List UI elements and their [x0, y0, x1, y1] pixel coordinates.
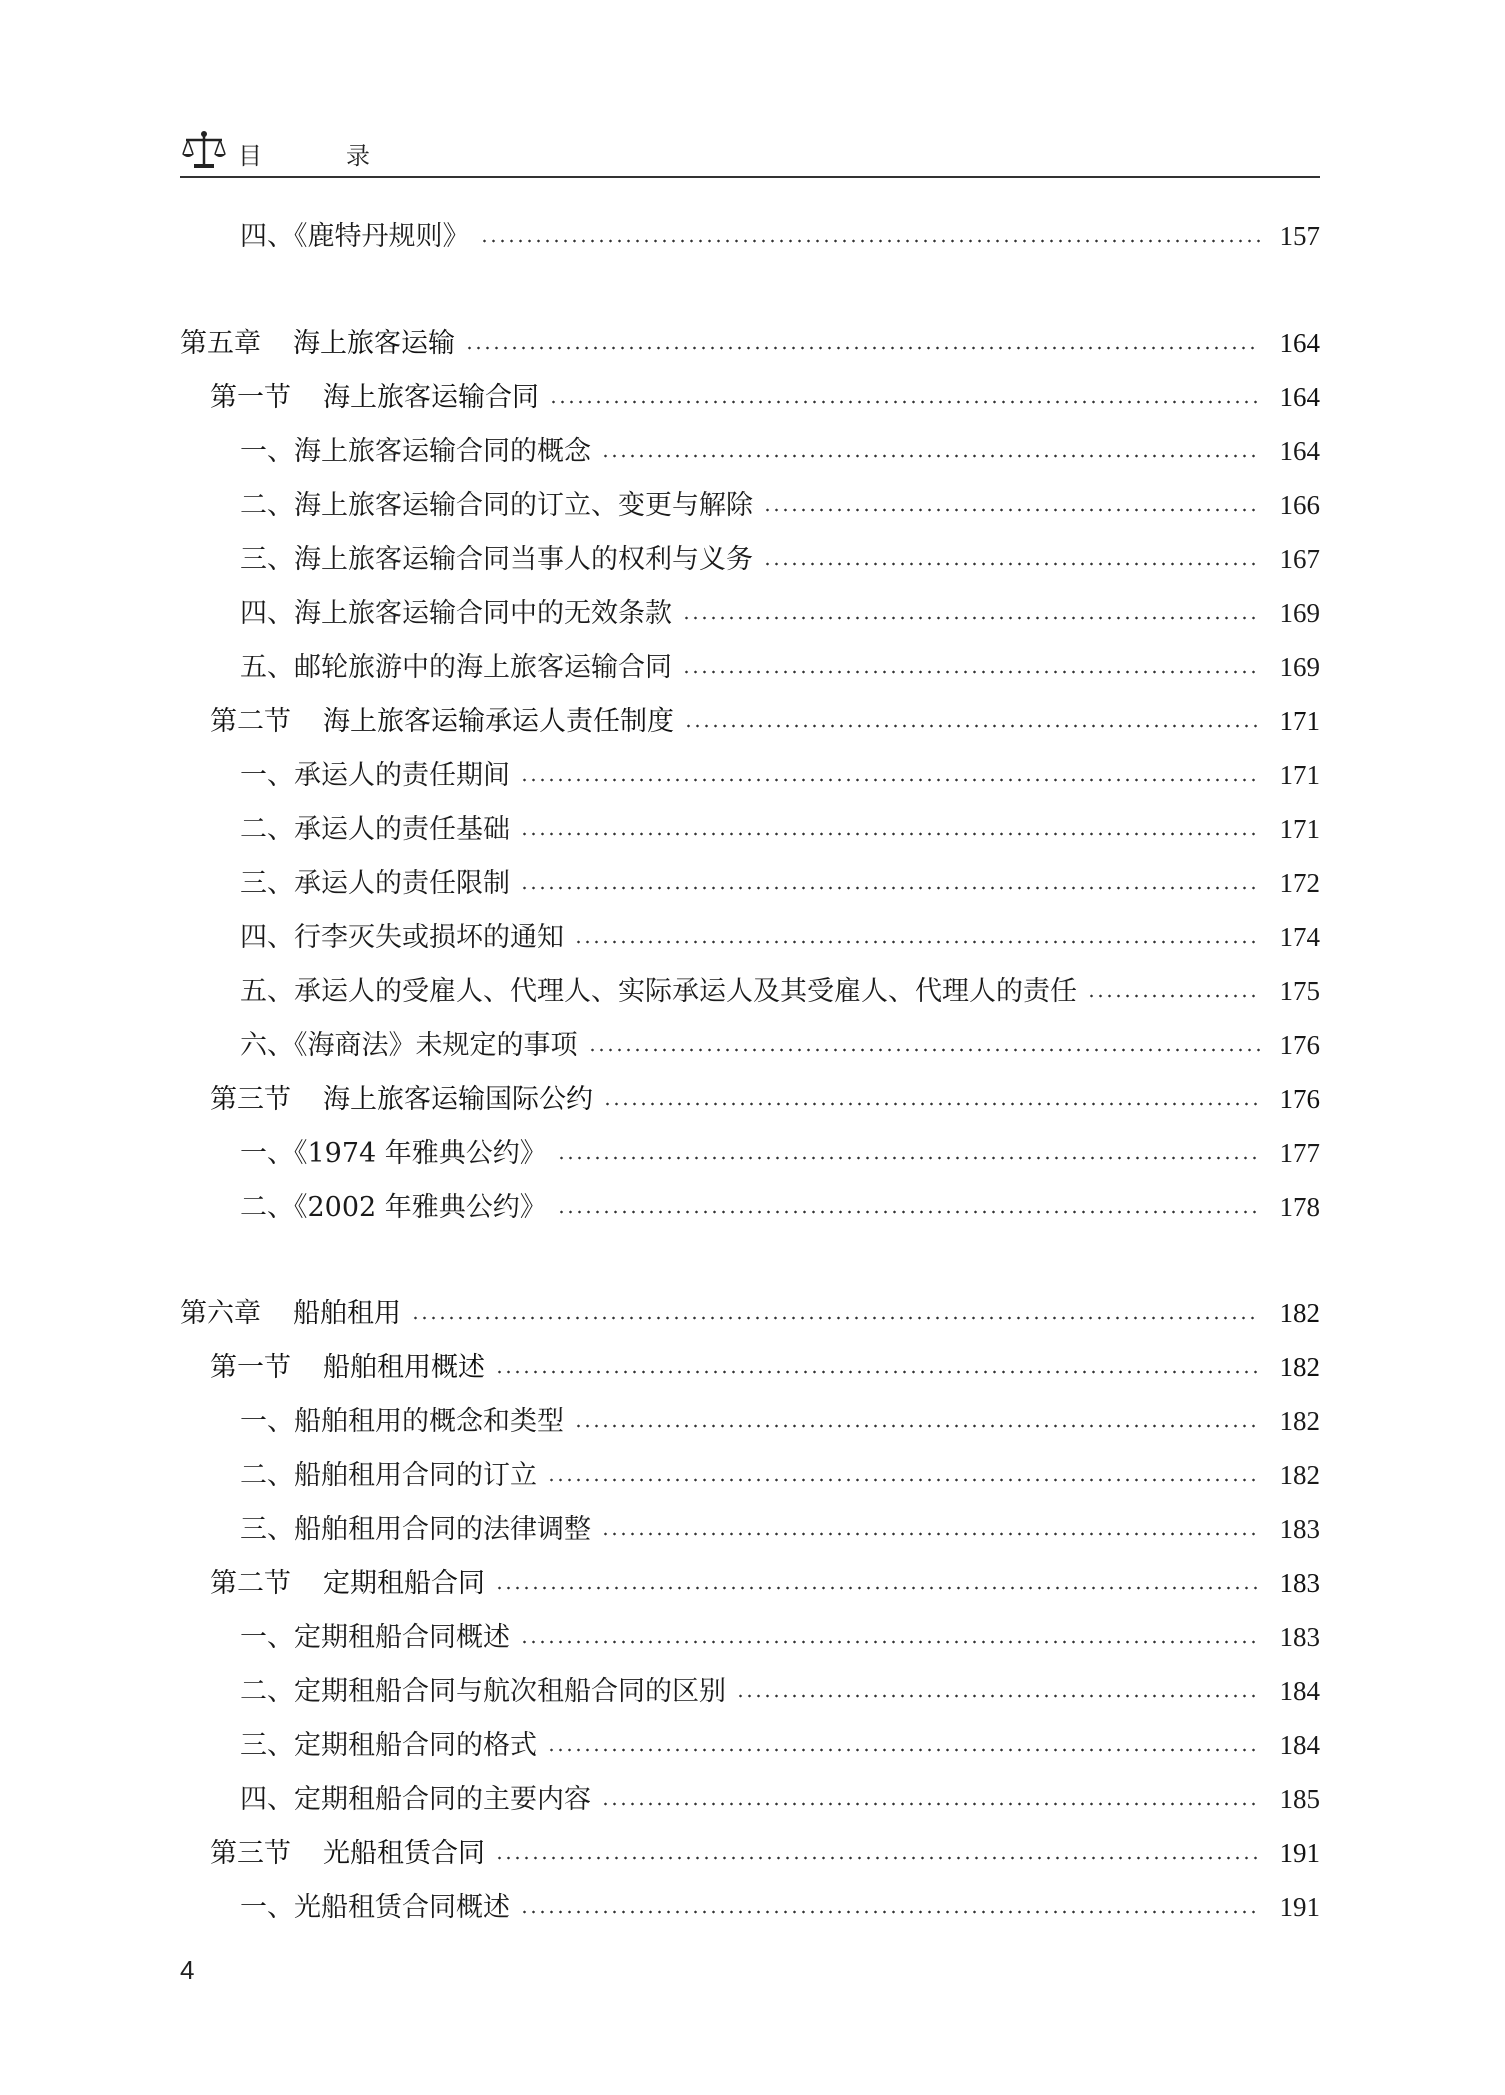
dot-leader — [557, 1210, 1260, 1214]
toc-page-number: 175 — [1279, 976, 1320, 1006]
toc-page-number: 167 — [1279, 544, 1320, 574]
toc-entry-label: 一、承运人的责任期间 — [240, 760, 510, 791]
toc-item-row[interactable] — [240, 1453, 1320, 1497]
toc-entry-label: 第二节 — [210, 706, 291, 737]
dot-leader — [520, 778, 1260, 782]
dot-leader — [1087, 994, 1260, 998]
toc-entry-title — [240, 1670, 726, 1714]
toc-entry-label: 三、海上旅客运输合同当事人的权利与义务 — [240, 544, 753, 575]
toc-entry-label: 第一节 — [210, 382, 291, 413]
toc-item-row[interactable] — [240, 591, 1320, 635]
toc-entry-heading: 海上旅客运输国际公约 — [323, 1084, 593, 1115]
toc-entry-label: 一、船舶租用的概念和类型 — [240, 1406, 564, 1437]
dot-leader — [495, 1856, 1260, 1860]
toc-entry-title — [240, 215, 470, 259]
toc-page-number: 166 — [1279, 490, 1320, 520]
toc-entry-label: 第三节 — [210, 1838, 291, 1869]
toc-entry-title — [210, 1562, 485, 1606]
toc-entry-heading: 海上旅客运输合同 — [323, 382, 539, 413]
toc-entry-label: 三、船舶租用合同的法律调整 — [240, 1514, 591, 1545]
dot-leader — [465, 346, 1260, 350]
toc-section-row[interactable] — [210, 1831, 1320, 1875]
toc-entry-title — [240, 808, 510, 852]
toc-section-row[interactable] — [210, 1345, 1320, 1389]
toc-entry-title — [240, 916, 564, 960]
dot-leader — [601, 1532, 1260, 1536]
toc-entry-heading: 船舶租用概述 — [323, 1352, 485, 1383]
dot-leader — [763, 562, 1260, 566]
toc-entry-heading: 海上旅客运输 — [293, 328, 455, 359]
toc-entry-label: 四、行李灭失或损坏的通知 — [240, 922, 564, 953]
toc-page-number: 182 — [1279, 1460, 1320, 1490]
dot-leader — [601, 1802, 1260, 1806]
dot-leader — [495, 1370, 1260, 1374]
toc-page-number: 171 — [1279, 706, 1320, 736]
dot-leader — [549, 400, 1260, 404]
dot-leader — [682, 670, 1260, 674]
toc-item-row[interactable] — [240, 1615, 1320, 1659]
toc-item-row[interactable] — [240, 969, 1320, 1013]
toc-page-number: 178 — [1279, 1192, 1320, 1222]
toc-entry-title — [240, 1400, 564, 1444]
toc-page-number: 185 — [1279, 1784, 1320, 1814]
toc-page-number: 183 — [1279, 1622, 1320, 1652]
toc-entry-label: 第六章 — [180, 1298, 261, 1329]
toc-page-number: 191 — [1279, 1892, 1320, 1922]
toc-item-row[interactable] — [240, 915, 1320, 959]
dot-leader — [547, 1748, 1260, 1752]
toc-chapter-row[interactable] — [180, 1291, 1320, 1335]
toc-entry-label: 第二节 — [210, 1568, 291, 1599]
toc-section-row[interactable] — [210, 1077, 1320, 1121]
toc-item-row[interactable] — [240, 429, 1320, 473]
toc-item-row[interactable] — [240, 1507, 1320, 1551]
dot-leader — [603, 1102, 1260, 1106]
toc-entry-title — [240, 1886, 510, 1930]
dot-leader — [682, 616, 1260, 620]
toc-entry-label: 第五章 — [180, 328, 261, 359]
toc-page-number: 182 — [1279, 1406, 1320, 1436]
dot-leader — [411, 1316, 1260, 1320]
toc-item-row[interactable] — [240, 645, 1320, 689]
dot-leader — [684, 724, 1260, 728]
toc-item-row[interactable] — [240, 861, 1320, 905]
toc-entry-label: 四、《鹿特丹规则》 — [240, 221, 470, 252]
toc-item-row[interactable] — [240, 1723, 1320, 1767]
toc-entry-label: 三、定期租船合同的格式 — [240, 1730, 537, 1761]
toc-entry-label: 一、《1974 年雅典公约》 — [240, 1138, 547, 1169]
toc-page-number: 169 — [1279, 652, 1320, 682]
page-number: 4 — [180, 1955, 195, 1985]
toc-page-number: 184 — [1279, 1730, 1320, 1760]
toc-item-row[interactable] — [240, 1885, 1320, 1929]
toc-item-row[interactable] — [240, 1669, 1320, 1713]
toc-entry-label: 五、邮轮旅游中的海上旅客运输合同 — [240, 652, 672, 683]
toc-entry-title — [210, 1078, 593, 1122]
toc-entry-title — [240, 484, 753, 528]
toc-page-number: 176 — [1279, 1084, 1320, 1114]
toc-entry-title — [240, 646, 672, 690]
toc-entry-title — [240, 1778, 591, 1822]
dot-leader — [480, 239, 1261, 243]
toc-entry-title — [240, 1024, 578, 1068]
toc-section-row[interactable] — [210, 699, 1320, 743]
toc-entry-label: 五、承运人的受雇人、代理人、实际承运人及其受雇人、代理人的责任 — [240, 976, 1077, 1007]
header-title: 目 录 — [238, 142, 400, 170]
toc-page-number: 157 — [1279, 221, 1320, 251]
toc-entry-label: 一、定期租船合同概述 — [240, 1622, 510, 1653]
dot-leader — [574, 1424, 1260, 1428]
toc-page-number: 177 — [1279, 1138, 1320, 1168]
toc-entry-label: 二、《2002 年雅典公约》 — [240, 1192, 547, 1223]
dot-leader — [557, 1156, 1260, 1160]
toc-entry-label: 三、承运人的责任限制 — [240, 868, 510, 899]
dot-leader — [520, 1640, 1260, 1644]
toc-entry-label: 第三节 — [210, 1084, 291, 1115]
toc-entry-label: 一、海上旅客运输合同的概念 — [240, 436, 591, 467]
toc-item-row[interactable] — [240, 1023, 1320, 1067]
toc-entry-title — [240, 1186, 547, 1230]
toc-item-row[interactable] — [240, 753, 1320, 797]
toc-page-number: 174 — [1279, 922, 1320, 952]
toc-page-number: 164 — [1279, 436, 1320, 466]
toc-page-number: 164 — [1279, 328, 1320, 358]
toc-entry-label: 二、承运人的责任基础 — [240, 814, 510, 845]
toc-entry-title — [210, 376, 539, 420]
dot-leader — [601, 454, 1260, 458]
dot-leader — [574, 940, 1260, 944]
toc-section-row[interactable] — [210, 1561, 1320, 1605]
toc-entry-label: 二、海上旅客运输合同的订立、变更与解除 — [240, 490, 753, 521]
toc-item-row[interactable] — [240, 1131, 1320, 1175]
toc-page-number: 191 — [1279, 1838, 1320, 1868]
dot-leader — [495, 1586, 1260, 1590]
toc-chapter-row[interactable] — [180, 321, 1320, 365]
toc-entry-label: 四、定期租船合同的主要内容 — [240, 1784, 591, 1815]
toc-page-number: 184 — [1279, 1676, 1320, 1706]
toc-entry-title — [240, 592, 672, 636]
toc-entry-title — [240, 1508, 591, 1552]
toc-page-number: 183 — [1279, 1568, 1320, 1598]
toc-entry-title — [180, 1292, 401, 1336]
toc-entry-heading: 光船租赁合同 — [323, 1838, 485, 1869]
toc-entry-title — [240, 538, 753, 582]
toc-page-number: 176 — [1279, 1030, 1320, 1060]
toc-item-row[interactable] — [240, 1399, 1320, 1443]
toc-entry-label: 二、船舶租用合同的订立 — [240, 1460, 537, 1491]
toc-entry-title — [180, 322, 455, 366]
toc-entry-label: 四、海上旅客运输合同中的无效条款 — [240, 598, 672, 629]
dot-leader — [520, 1910, 1260, 1914]
toc-entry-title — [240, 1724, 537, 1768]
toc-page-number: 182 — [1279, 1298, 1320, 1328]
toc-entry-title — [240, 1616, 510, 1660]
toc-item-row[interactable] — [240, 537, 1320, 581]
toc-item-row[interactable] — [240, 214, 1320, 258]
toc-page-number: 183 — [1279, 1514, 1320, 1544]
dot-leader — [588, 1048, 1261, 1052]
dot-leader — [520, 886, 1260, 890]
toc-page-number: 182 — [1279, 1352, 1320, 1382]
toc-entry-title — [210, 700, 674, 744]
toc-page-number: 171 — [1279, 760, 1320, 790]
toc-entry-heading: 定期租船合同 — [323, 1568, 485, 1599]
toc-page-number: 164 — [1279, 382, 1320, 412]
toc-section-row[interactable] — [210, 375, 1320, 419]
dot-leader — [547, 1478, 1260, 1482]
toc-page-number: 172 — [1279, 868, 1320, 898]
toc-entry-title — [240, 430, 591, 474]
toc-entry-heading: 船舶租用 — [293, 1298, 401, 1329]
toc-page-number: 169 — [1279, 598, 1320, 628]
toc-entry-title — [240, 970, 1077, 1014]
toc-item-row[interactable] — [240, 1185, 1320, 1229]
toc-page-number: 171 — [1279, 814, 1320, 844]
dot-leader — [736, 1694, 1260, 1698]
toc-entry-label: 六、《海商法》未规定的事项 — [240, 1030, 578, 1061]
toc-entry-title — [210, 1832, 485, 1876]
dot-leader — [763, 508, 1260, 512]
toc-entry-title — [240, 862, 510, 906]
toc-entry-label: 二、定期租船合同与航次租船合同的区别 — [240, 1676, 726, 1707]
toc-entry-title — [240, 1454, 537, 1498]
dot-leader — [520, 832, 1260, 836]
toc-entry-title — [210, 1346, 485, 1390]
toc-item-row[interactable] — [240, 807, 1320, 851]
toc-entry-heading: 海上旅客运输承运人责任制度 — [323, 706, 674, 737]
toc-entry-label: 一、光船租赁合同概述 — [240, 1892, 510, 1923]
toc-entry-title — [240, 754, 510, 798]
toc-entry-title — [240, 1132, 547, 1176]
toc-entry-label: 第一节 — [210, 1352, 291, 1383]
toc-item-row[interactable] — [240, 483, 1320, 527]
toc-item-row[interactable] — [240, 1777, 1320, 1821]
